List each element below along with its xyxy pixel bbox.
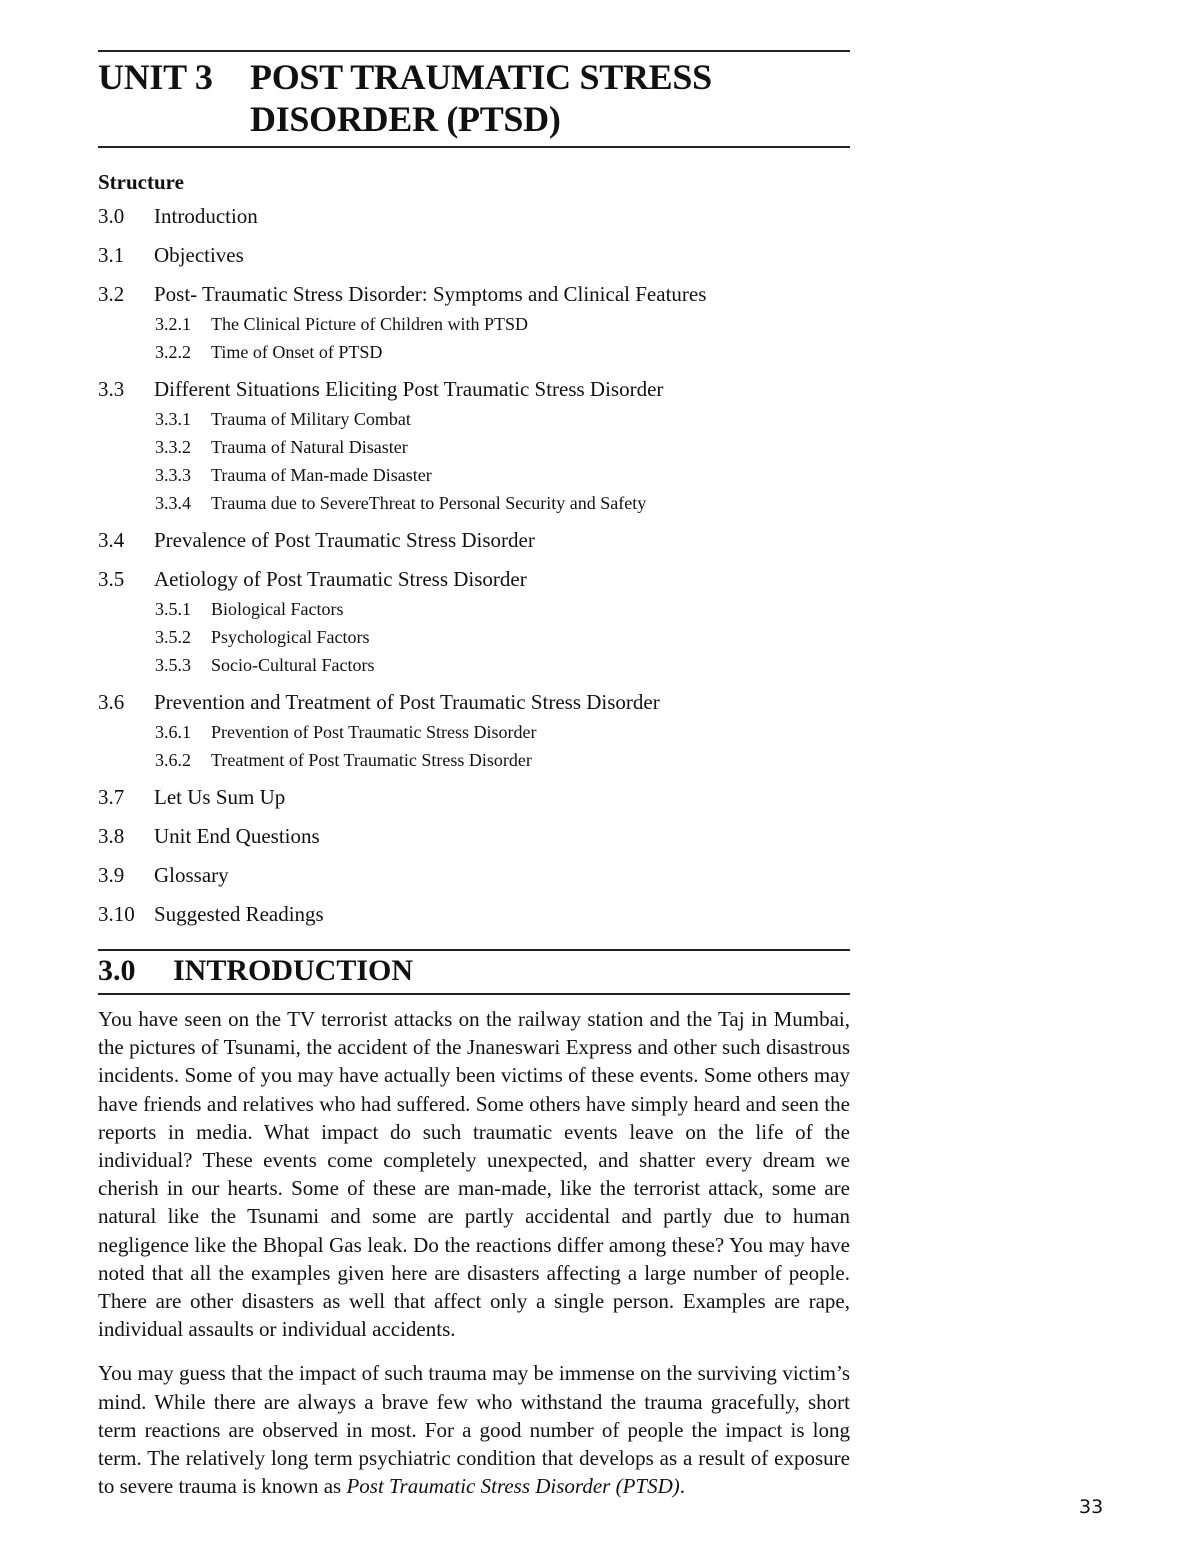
toc-item-label: Prevalence of Post Traumatic Stress Disorder — [154, 528, 535, 552]
paragraph-2-emphasis: Post Traumatic Stress Disorder (PTSD) — [346, 1474, 680, 1499]
section-top-rule — [98, 949, 850, 951]
toc-item — [98, 566, 850, 592]
toc-item — [98, 281, 850, 307]
toc-item-number: 3.6 — [98, 690, 125, 714]
introduction-section — [98, 949, 850, 1500]
toc-item-number: 3.4 — [98, 528, 125, 552]
toc-subitem — [155, 464, 850, 486]
paragraph-2-text: You may guess that the impact of such trauma may be immense on the surviving victim’s mind. While there are always a brave few who withstand the trauma gracefully, short term reactions are observed in most. For a good number of people the impact is long term. The relatively long term psychiatric condition that develops as a result of exposure to severe trauma is known as — [98, 1361, 850, 1499]
toc-subitem-label: Socio-Cultural Factors — [211, 655, 375, 675]
paragraph-2-end: . — [679, 1474, 685, 1499]
toc-item-label: Introduction — [154, 204, 258, 228]
toc-item-number: 3.3 — [98, 377, 125, 401]
toc-subitem — [155, 721, 850, 743]
unit-name — [250, 56, 850, 140]
toc-item-number: 3.9 — [98, 863, 125, 887]
unit-title-line-2: DISORDER (PTSD) — [250, 99, 561, 139]
section-number: 3.0 — [98, 954, 136, 987]
toc-item — [98, 784, 850, 810]
toc-item-number: 3.0 — [98, 204, 125, 228]
toc-item-number: 3.10 — [98, 902, 135, 926]
toc-item-number: 3.7 — [98, 785, 125, 809]
table-of-contents — [98, 203, 850, 927]
toc-subitem-number: 3.5.3 — [155, 655, 191, 675]
section-title: INTRODUCTION — [173, 954, 414, 987]
toc-item-label: Post- Traumatic Stress Disorder: Symptoms and Clinical Features — [154, 282, 707, 306]
top-rule — [98, 50, 850, 52]
unit-title — [98, 56, 850, 140]
toc-subitem-number: 3.3.1 — [155, 409, 191, 429]
toc-subitem-number: 3.6.2 — [155, 750, 191, 770]
unit-title-line-1: POST TRAUMATIC STRESS — [250, 57, 712, 97]
toc-subitem-label: Trauma of Natural Disaster — [211, 437, 408, 457]
toc-subitem — [155, 436, 850, 458]
toc-subitem-number: 3.5.2 — [155, 627, 191, 647]
toc-subitem — [155, 408, 850, 430]
toc-item — [98, 901, 850, 927]
toc-item — [98, 203, 850, 229]
toc-subitem-label: The Clinical Picture of Children with PTSD — [211, 314, 528, 334]
toc-item — [98, 689, 850, 715]
toc-subitem-number: 3.2.1 — [155, 314, 191, 334]
page-number: 33 — [1079, 1496, 1104, 1518]
toc-item — [98, 376, 850, 402]
toc-subitem-label: Psychological Factors — [211, 627, 370, 647]
toc-item — [98, 862, 850, 888]
toc-subitem-number: 3.3.3 — [155, 465, 191, 485]
toc-subitem — [155, 654, 850, 676]
document-page — [98, 50, 850, 1500]
toc-item-label: Let Us Sum Up — [154, 785, 286, 809]
unit-label: UNIT 3 — [98, 57, 213, 97]
structure-heading: Structure — [98, 170, 184, 194]
toc-item-label: Suggested Readings — [154, 902, 324, 926]
section-bottom-rule — [98, 993, 850, 995]
toc-subitem — [155, 598, 850, 620]
toc-subitem-label: Trauma of Man-made Disaster — [211, 465, 432, 485]
toc-subitem — [155, 626, 850, 648]
toc-item-number: 3.5 — [98, 567, 125, 591]
toc-subitem-number: 3.2.2 — [155, 342, 191, 362]
toc-item-label: Unit End Questions — [154, 824, 320, 848]
toc-subitem-number: 3.5.1 — [155, 599, 191, 619]
intro-paragraph-1: You have seen on the TV terrorist attacks on the railway station and the Taj in Mumbai, the pictures of Tsunami, the accident of the Jnaneswari Express and other such disastrous incidents. Some of you may have actually been victims of these events. Some others may have friends and relatives who had suffered. Some others have simply heard and seen the reports in media. What impact do such traumatic events leave on the life of the individual? These events come completely unexpected, and shatter every dream we cherish in our hearts. Some of these are man-made, like the terrorist attack, some are natural like the Tsunami and some are partly accidental and partly due to human negligence like the Bhopal Gas leak. Do the reactions differ among these? You may have noted that all the examples given here are disasters affecting a large number of people. There are other disasters as well that affect only a single person. Examples are rape, individual assaults or individual accidents. — [98, 1007, 850, 1342]
toc-subitem-label: Time of Onset of PTSD — [211, 342, 383, 362]
toc-subitem-label: Biological Factors — [211, 599, 344, 619]
toc-item-label: Glossary — [154, 863, 229, 887]
toc-item — [98, 823, 850, 849]
toc-subitem-label: Treatment of Post Traumatic Stress Disorder — [211, 750, 532, 770]
toc-item — [98, 242, 850, 268]
toc-item-number: 3.8 — [98, 824, 125, 848]
intro-paragraph-2 — [98, 1359, 850, 1500]
toc-item — [98, 527, 850, 553]
toc-item-number: 3.1 — [98, 243, 125, 267]
toc-subitem-number: 3.3.2 — [155, 437, 191, 457]
toc-subitem-number: 3.3.4 — [155, 493, 191, 513]
toc-subitem-label: Trauma due to SevereThreat to Personal Security and Safety — [211, 493, 647, 513]
toc-item-label: Objectives — [154, 243, 244, 267]
section-heading — [98, 953, 850, 989]
toc-subitem-label: Trauma of Military Combat — [211, 409, 411, 429]
toc-subitem — [155, 313, 850, 335]
toc-item-label: Different Situations Eliciting Post Traumatic Stress Disorder — [154, 377, 664, 401]
toc-subitem-number: 3.6.1 — [155, 722, 191, 742]
toc-item-label: Prevention and Treatment of Post Traumatic Stress Disorder — [154, 690, 660, 714]
toc-subitem — [155, 492, 850, 514]
toc-item-label: Aetiology of Post Traumatic Stress Disorder — [154, 567, 527, 591]
toc-subitem-label: Prevention of Post Traumatic Stress Disorder — [211, 722, 537, 742]
toc-subitem — [155, 749, 850, 771]
toc-item-number: 3.2 — [98, 282, 125, 306]
toc-subitem — [155, 341, 850, 363]
title-bottom-rule — [98, 146, 850, 148]
